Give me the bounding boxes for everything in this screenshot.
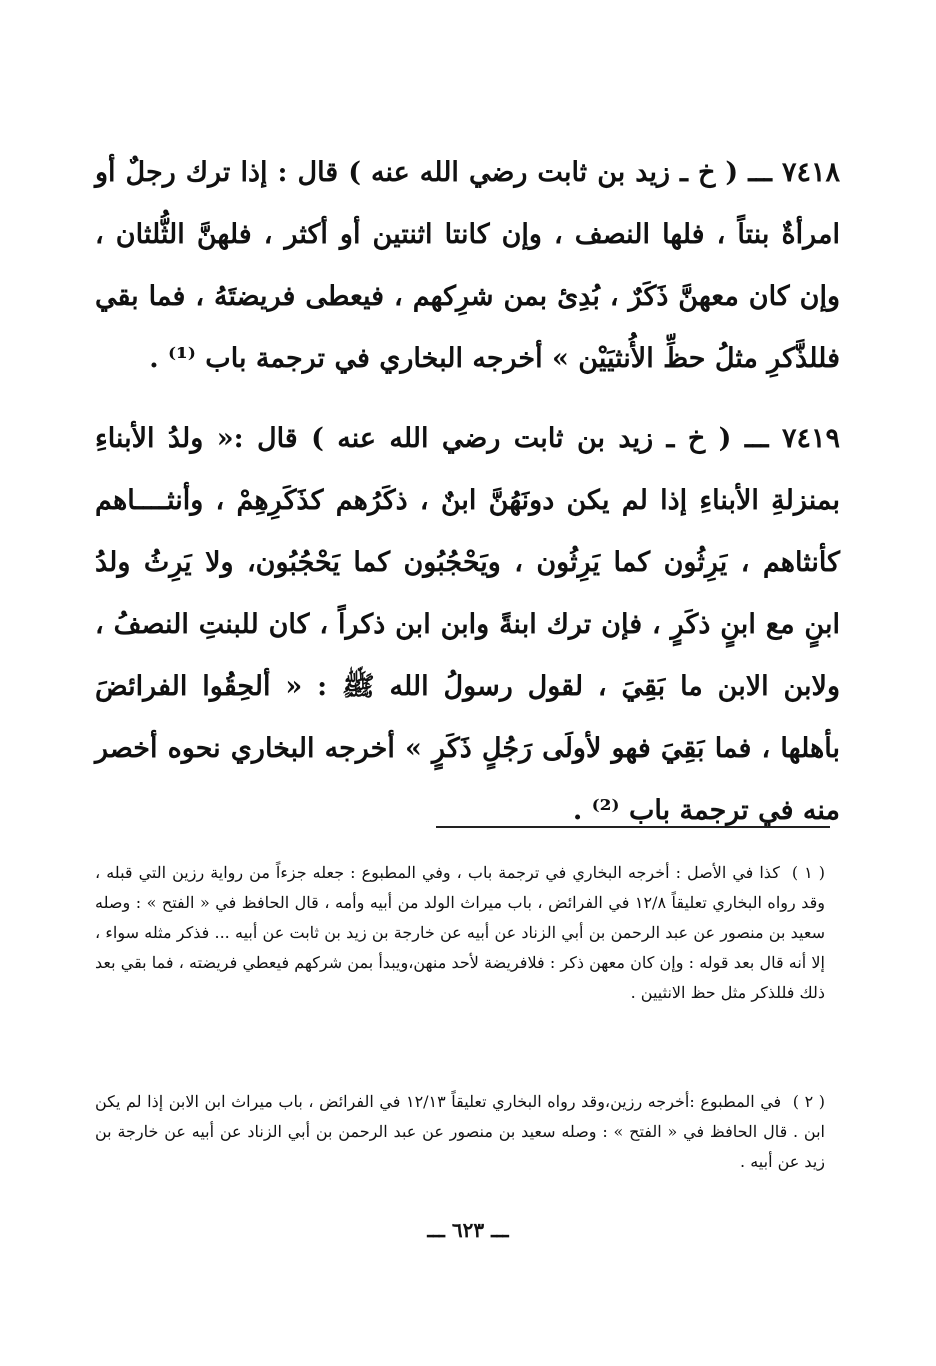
hadith-entry: [95, 142, 840, 390]
entry-text: ( خ ـ زيد بن ثابت رضي الله عنه ) قال : إذا ترك رجلٌ أو امرأةٌ بنتاً ، فلها النصف ، وإن كانتا اثنتين أو أكثر ، فلهنَّ الثُّلثان ، وإن كان معهنَّ ذَكَرٌ ، بُدِئ بمن شرِكهم ، فيعطى فريضتَهُ ، فما بقي فللذَّكرِ مثلُ حظِّ الأُنثيَيْن » أخرجه البخاري في ترجمة باب ⁽¹⁾ .: [95, 157, 840, 374]
entry-text: ( خ ـ زيد بن ثابت رضي الله عنه ) قال :« ولدُ الأبناءِ بمنزلةِ الأبناءِ إذا لم يكن دونَهُنَّ ابنٌ ، ذكَرُهم كذَكَرِهِمْ ، وأنثــــاهم كأنثاهم ، يَرِثُون كما يَرِثُون ، ويَحْجُبُون كما يَحْجُبُون، ولا يَرِثُ ولدُ ابنٍ مع ابنٍ ذكَرٍ ، فإن ترك ابنةً وابن ابن ذكراً ، كان للبنتِ النصفُ ، ولابن الابن ما بَقِيَ ، لقول رسولُ الله ﷺ : « ألحِقُوا الفرائضَ بأهلها ، فما بَقِيَ فهو لأولَى رَجُلٍ ذَكَرٍ » أخرجه البخاري نحوه أخصر منه في ترجمة باب ⁽²⁾ .: [95, 423, 840, 826]
page-number: ـــ ٦٢٣ ـــ: [427, 1218, 509, 1242]
entry-number: ٧٤١٩ ـــ: [744, 423, 841, 454]
footnote: [95, 1087, 825, 1177]
footnote-marker: ( ٢ ): [792, 1092, 826, 1111]
footnote: [95, 858, 825, 1008]
footnote-marker: ( ١ ): [791, 863, 826, 882]
footnote-divider: [436, 826, 830, 828]
hadith-entry: [95, 408, 840, 842]
footnote-text: في المطبوع :أخرجه رزين،وقد رواه البخاري تعليقاً ١٢/١٣ في الفرائض ، باب ميراث ابن الابن إذا لم يكن ابن . قال الحافظ في « الفتح » : وصله سعيد بن منصور عن عبد الرحمن بن أبي الزناد عن أبيه عن خارجة بن زيد عن أبيه .: [95, 1092, 825, 1171]
entry-number: ٧٤١٨ ـــ: [748, 157, 840, 188]
footnote-text: كذا في الأصل : أخرجه البخاري في ترجمة باب ، وفي المطبوع : جعله جزءاً من رواية رزين التي قبله ، وقد رواه البخاري تعليقاً ١٢/٨ في الفرائض ، باب ميراث الولد من أبيه وأمه ، قال الحافظ في « الفتح » : وصله سعيد بن منصور عن عبد الرحمن بن أبي الزناد عن أبيه عن خارجة بن زيد بن ثابت عن أبيه ... فذكر مثله سواء ، إلا أنه قال بعد قوله : وإن كان معهن ذكر : فلافريضة لأحد منهن،ويبدأ بمن شركهم فيعطي فريضته ، فما بقي بعد ذلك فللذكر مثل حظ الانثيين .: [95, 863, 826, 1002]
